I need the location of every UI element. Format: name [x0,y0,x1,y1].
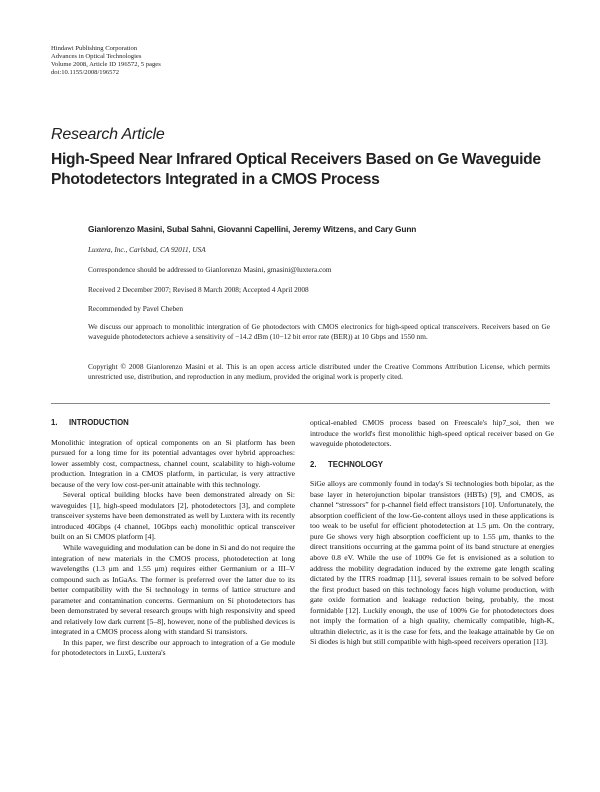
article-type: Research Article [51,126,165,143]
affiliation: Luxtera, Inc., Carlsbad, CA 92011, USA [88,245,206,254]
correspondence: Correspondence should be addressed to Gianlorenzo Masini, gmasini@luxtera.com [88,265,332,274]
section-number: 1. [51,418,58,427]
volume-info: Volume 2008, Article ID 196572, 5 pages [51,61,161,69]
intro-paragraph-2: Several optical building blocks have been demonstrated already on Si: waveguides [1], high-speed modulators [2], photodetectors [3], and complete transceiver systems have been demonstrated as well by Luxtera with its recently introduced 40Gbps (4 channel, 10Gbps each) monolithic optical transceiver built on an Si CMOS platform [4]. [51,490,295,542]
journal-name: Advances in Optical Technologies [51,53,142,61]
intro-paragraph-3: While waveguiding and modulation can be done in Si and do not require the integration of new materials in the CMOS process, photodetection at long wavelengths (1.3 μm and 1.55 μm) requires either Germanium or a III–V compound such as InGaAs. The former is preferred over the latter due to its better compatibility with the Si technology in terms of lattice structure and parameter and contamination concerns. Germanium on Si photodetectors has been demonstrated by several research groups with high responsivity and speed and relatively low dark current [5–8], however, none of the published devices is integrated in a CMOS process along with standard Si transistors. [51,543,295,637]
paper-title: High-Speed Near Infrared Optical Receivers Based on Ge Waveguide Photodetectors Integrated in a CMOS Process [51,151,541,188]
copyright-notice: Copyright © 2008 Gianlorenzo Masini et al. This is an open access article distributed under the Creative Commons Attribution License, which permits unrestricted use, distribution, and reproduction in any medium, provided the original work is properly cited. [88,362,550,381]
submission-dates: Received 2 December 2007; Revised 8 March 2008; Accepted 4 April 2008 [88,285,309,294]
author-list: Gianlorenzo Masini, Subal Sahni, Giovanni Capellini, Jeremy Witzens, and Cary Gunn [88,224,417,234]
section-title: TECHNOLOGY [328,459,384,469]
intro-paragraph-4-continued: optical-enabled CMOS process based on Freescale's hip7_soi, then we introduce the world's first monolithic high-speed optical receiver based on Ge waveguide photodetectors. [310,418,554,449]
right-column [310,418,554,648]
intro-paragraph-1: Monolithic integration of optical components on an Si platform has been pursued for a long time for its potential advantages over hybrid approaches: lower assembly cost, compactness, channel count, scalability to high-volume production. Integration in a CMOS platform, in particular, is very attractive because of the very low cost-per-unit attainable with this technology. [51,437,295,489]
recommended-by: Recommended by Pavel Cheben [88,304,184,313]
publisher-name: Hindawi Publishing Corporation [51,45,138,52]
doi: doi:10.1155/2008/196572 [51,69,120,77]
technology-paragraph-1: SiGe alloys are commonly found in today's Si technologies both bipolar, as the base layer in heterojunction bipolar transistors (HBTs) [9], and CMOS, as channel “stressors” for p-channel field effect transistors [10]. Unfortunately, the absorption coefficient of the low-Ge-content alloys used in these applications is too weak to be useful for efficient photodetection at 1.5 μm. On the contrary, pure Ge shows very high absorption coefficient up to 1.55 μm, thanks to the direct transitions occurring at the gamma point of its band structure at energies above 0.8 eV. While the use of 100% Ge fet is envisioned as a solution to address the mobility degradation induced by the extreme gate length scaling dictated by the ITRS roadmap [11], several issues remain to be solved before the first product based on this technology faces high volume production, with gate oxide formation and leakage reduction being, probably, the most formidable [12]. Luckily enough, the use of 100% Ge for photodetectors does not imply the formation of a high quality, chemically compatible, high-K, ultrathin dielectric, as it is the case for fets, and the leakage attainable by Ge on Si diodes is high but still compatible with high-speed receivers operation [13]. [310,479,554,647]
section-heading-technology [310,460,554,471]
section-heading-introduction [51,418,295,429]
section-divider [51,403,550,404]
intro-paragraph-4: In this paper, we first describe our approach to integration of a Ge module for photodetectors in LuxG, Luxtera's [51,637,295,658]
left-column [51,418,295,659]
section-number: 2. [310,459,317,469]
section-title: INTRODUCTION [69,418,129,427]
publication-header [51,45,161,77]
abstract: We discuss our approach to monolithic intergration of Ge photodectors with CMOS electronics for high-speed optical transceivers. Receivers based on Ge waveguide photodetectors achieve a sensitivity of −14.2 dBm (10−12 bit error rate (BER)) at 10 Gbps and 1550 nm. [88,322,550,341]
